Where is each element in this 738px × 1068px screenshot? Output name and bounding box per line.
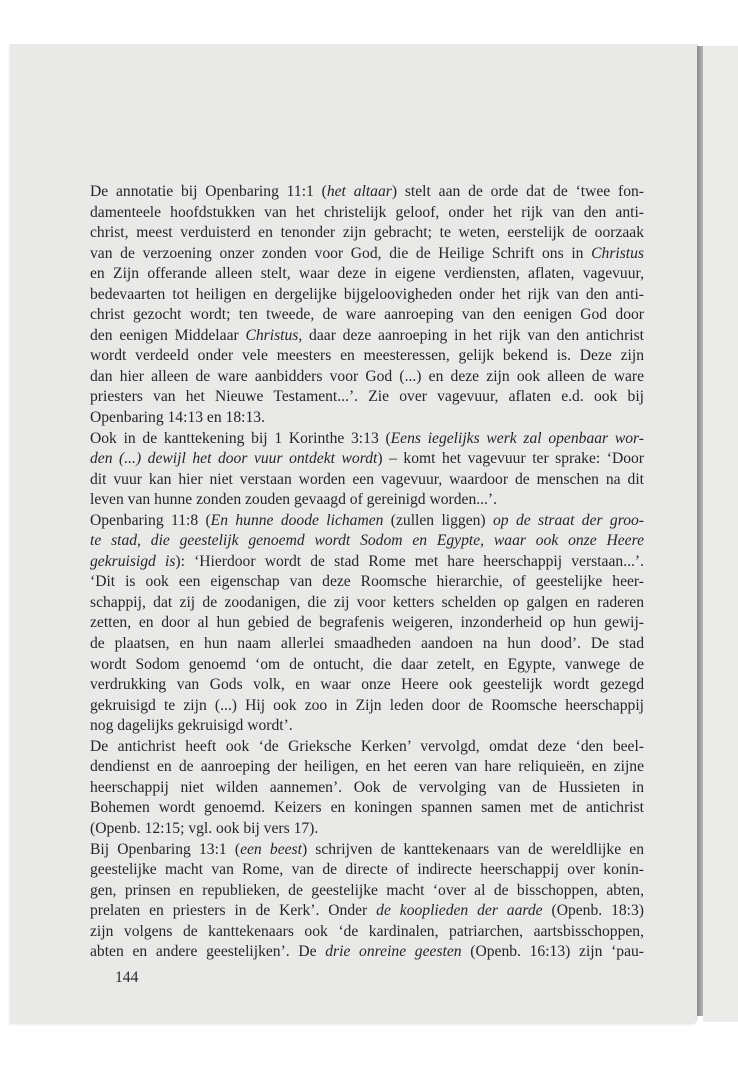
text-run: ) stelt aan de orde dat de ‘twee fon- xyxy=(391,183,645,200)
text-line xyxy=(90,449,644,470)
text-line xyxy=(90,326,644,347)
italic-quote: gekruisigd is xyxy=(90,552,176,570)
text-run: zetten, en door al hun gebied de begrafenis weigeren, inzonderheid op hun gewij- xyxy=(90,614,644,632)
text-run: ) schrijven de kanttekenaars van de wereldlijke en xyxy=(301,840,644,858)
text-line xyxy=(90,757,644,778)
text-run: en Zijn offerande alleen stelt, waar deze in eigene verdiensten, aflaten, vagevuur, xyxy=(90,265,644,283)
text-line xyxy=(90,531,644,552)
text-line xyxy=(90,490,644,511)
text-line xyxy=(90,346,644,367)
text-run: ): ‘Hierdoor wordt de stad Rome met hare heerschappij verstaan...’. xyxy=(175,552,644,570)
text-run: wordt Sodom genoemd ‘om de ontucht, die daar zetelt, en Egypte, vanwege de xyxy=(90,655,644,673)
text-run: ‘Dit is ook een eigenschap van deze Roomsche hierarchie, of geestelijke heer- xyxy=(90,573,644,591)
italic-quote: den (...) dewijl het door vuur ontdekt wordt xyxy=(90,450,378,468)
text-run: damenteele hoofdstukken van het christelijk geloof, onder het rijk van den anti- xyxy=(90,203,644,221)
text-run: zijn volgens de kanttekenaars ook ‘de kardinalen, patriarchen, aartsbisschoppen, xyxy=(90,922,644,940)
text-run: verdrukking van Gods volk, en waar onze Heere ook geestelijk wordt gezegd xyxy=(90,676,644,694)
page-number: 144 xyxy=(115,969,139,986)
text-line xyxy=(90,798,644,819)
text-run: christ gezocht wordt; ten tweede, de ware aanroeping van den eenigen God door xyxy=(90,306,644,324)
text-line xyxy=(90,860,644,881)
text-run: Openbaring 14:13 en 18:13. xyxy=(90,409,265,427)
text-line xyxy=(90,264,644,285)
text-line xyxy=(90,716,644,737)
text-line xyxy=(90,305,644,326)
text-run: geestelijke macht van Rome, van de directe of indirecte heerschappij over konin- xyxy=(90,861,644,879)
text-run: de plaatsen, en hun naam allerlei smaadheden aandoen na hun dood’. De stad xyxy=(90,635,644,653)
text-line xyxy=(90,737,644,758)
italic-quote: Eens iegelijks werk zal openbaar wor- xyxy=(390,429,644,447)
text-line xyxy=(90,881,644,902)
text-run: van de verzoening onzer zonden voor God, die de Heilige Schrift ons in xyxy=(90,244,592,262)
text-line xyxy=(90,244,644,265)
text-run: leven van hunne zonden zouden gevaagd of gereinigd worden...’. xyxy=(90,491,498,509)
text-line xyxy=(90,511,644,532)
text-run: Ook in de kanttekening bij 1 Korinthe 3:13 ( xyxy=(90,429,391,447)
text-line xyxy=(90,655,644,676)
italic-quote: Christus xyxy=(591,244,644,262)
text-run: dendienst en de aanroeping der heiligen, en het eeren van hare reliquieën, en zijne xyxy=(90,758,644,776)
text-run: wordt verdeeld onder vele meesters en meesteressen, gelijk bekend is. Deze zijn xyxy=(90,347,644,365)
text-line xyxy=(90,572,644,593)
body-text xyxy=(90,182,644,963)
text-run: dit vuur kan hier niet verstaan worden een vagevuur, waardoor de menschen na dit xyxy=(90,470,644,488)
text-line xyxy=(90,634,644,655)
text-line xyxy=(90,552,644,573)
text-run: (zullen liggen) xyxy=(383,511,493,529)
text-line xyxy=(90,285,644,306)
text-line xyxy=(90,203,644,224)
text-run: ) – komt het vagevuur ter sprake: ‘Door xyxy=(377,450,644,468)
text-run: den eenigen Middelaar xyxy=(90,326,246,344)
text-run: bedevaarten tot heiligen en dergelijke bijgeloovigheden onder het rijk van den anti- xyxy=(90,285,644,303)
text-line xyxy=(90,840,644,861)
italic-quote: op de straat der groo- xyxy=(493,511,644,529)
text-run: gen, prinsen en republieken, de geestelijke macht ‘over al de bisschoppen, abten, xyxy=(90,881,644,899)
text-line xyxy=(90,182,644,203)
text-run: dan hier alleen de ware aanbidders voor God (...) en deze zijn ook alleen de ware xyxy=(90,367,644,385)
text-line xyxy=(90,901,644,922)
italic-quote: de kooplieden der aarde xyxy=(376,902,543,920)
italic-quote: Christus xyxy=(245,326,299,344)
text-line xyxy=(90,942,644,963)
text-run: priesters van het Nieuwe Testament...’. Zie over vagevuur, aflaten e.d. ook bij xyxy=(90,388,644,406)
text-run: prelaten en priesters in de Kerk’. Onder xyxy=(90,902,377,920)
text-line xyxy=(90,223,644,244)
text-line xyxy=(90,470,644,491)
italic-quote: het altaar xyxy=(326,183,392,200)
italic-quote: drie onreine geesten xyxy=(325,943,462,961)
text-run: (Openb. 12:15; vgl. ook bij vers 17). xyxy=(90,819,319,837)
next-page-edge xyxy=(703,46,738,1022)
text-line xyxy=(90,429,644,450)
text-run: De antichrist heeft ook ‘de Grieksche Kerken’ vervolgd, omdat deze ‘den beel- xyxy=(90,737,644,755)
italic-quote: te stad, die geestelijk genoemd wordt Sodom en Egypte, waar ook onze Heere xyxy=(90,532,644,550)
text-line xyxy=(90,613,644,634)
text-run: De annotatie bij Openbaring 11:1 ( xyxy=(90,183,327,200)
text-run: Openbaring 11:8 ( xyxy=(90,511,211,529)
text-line xyxy=(90,819,644,840)
text-line xyxy=(90,778,644,799)
text-run: christ, meest verduisterd en tenonder zijn gebracht; te weten, eerstelijk de oorzaak xyxy=(90,224,644,242)
text-run: , daar deze aanroeping in het rijk van den antichrist xyxy=(298,326,644,344)
text-run: (Openb. 16:13) zijn ‘pau- xyxy=(461,943,645,961)
text-run: (Openb. 18:3) xyxy=(542,902,644,920)
text-line xyxy=(90,696,644,717)
book-page xyxy=(10,44,698,1024)
text-line xyxy=(90,675,644,696)
text-run: gekruisigd te zijn (...) Hij ook zoo in Zijn leden door de Roomsche heerschappij xyxy=(90,696,644,714)
text-line xyxy=(90,593,644,614)
text-run: Bij Openbaring 13:1 ( xyxy=(90,840,241,858)
italic-quote: een beest xyxy=(240,840,302,858)
text-run: heerschappij niet wilden aannemen’. Ook de vervolging van de Hussieten in xyxy=(90,778,644,796)
text-line xyxy=(90,408,644,429)
italic-quote: En hunne doode lichamen xyxy=(210,511,384,529)
text-line xyxy=(90,387,644,408)
text-run: nog dagelijks gekruisigd wordt’. xyxy=(90,717,293,735)
text-line xyxy=(90,922,644,943)
text-line xyxy=(90,367,644,388)
text-run: abten en andere geestelijken’. De xyxy=(90,943,326,961)
text-run: Bohemen wordt genoemd. Keizers en koningen spannen samen met de antichrist xyxy=(90,799,644,817)
text-run: schappij, dat zij de zoodanigen, die zij voor ketters schelden op galgen en raderen xyxy=(90,593,644,611)
